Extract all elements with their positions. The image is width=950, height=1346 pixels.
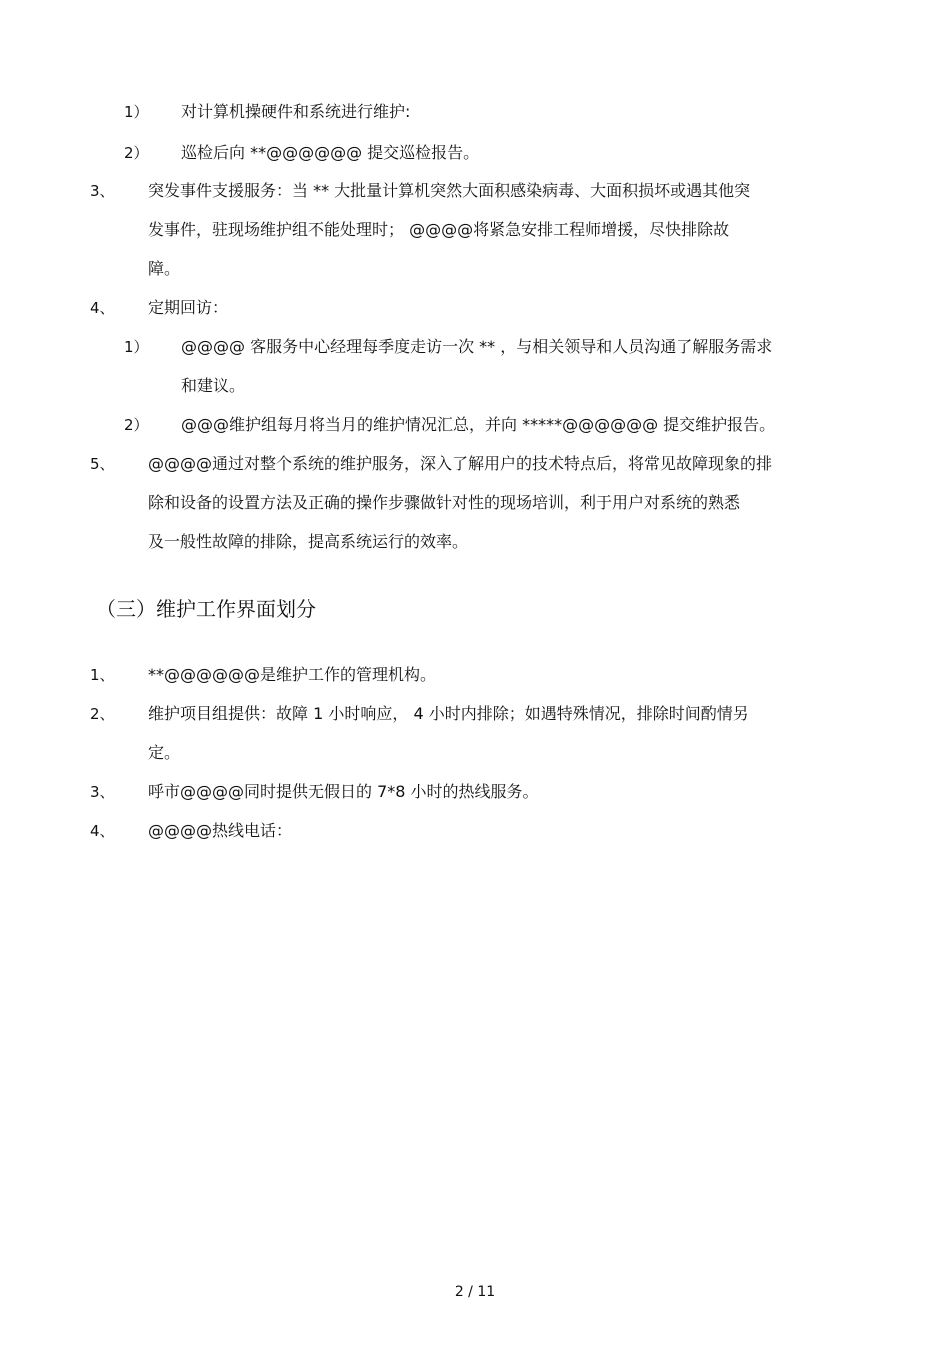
item-text: 障。 xyxy=(148,259,181,278)
item-text: @@@@热线电话： xyxy=(148,821,293,840)
item-text: 和建议。 xyxy=(181,376,246,395)
item-text: 对计算机操硬件和系统进行维护: xyxy=(181,102,411,121)
item-number: 1） xyxy=(124,103,149,121)
item-number: 1、 xyxy=(90,666,115,684)
item-text: 巡检后向 **@@@@@@ 提交巡检报告。 xyxy=(181,143,480,162)
item-text: 定。 xyxy=(148,743,181,762)
item-number: 5、 xyxy=(90,455,115,473)
item-number: 4、 xyxy=(90,299,115,317)
item-text: @@@@通过对整个系统的维护服务，深入了解用户的技术特点后，将常见故障现象的排 xyxy=(148,454,773,473)
item-text: 突发事件支援服务：当 ** 大批量计算机突然大面积感染病毒、大面积损坏或遇其他突 xyxy=(148,181,751,200)
item-number: 1） xyxy=(124,338,149,356)
section-heading: （三）维护工作界面划分 xyxy=(96,597,316,621)
item-number: 4、 xyxy=(90,822,115,840)
item-text: 定期回访： xyxy=(148,298,229,317)
item-number: 3、 xyxy=(90,783,115,801)
page-number: 2 / 11 xyxy=(454,1284,496,1300)
item-number: 2、 xyxy=(90,705,115,723)
item-text: 呼市@@@@同时提供无假日的 7*8 小时的热线服务。 xyxy=(148,782,539,801)
item-text: **@@@@@@是维护工作的管理机构。 xyxy=(148,665,437,684)
item-text: 维护项目组提供：故障 1 小时响应， 4 小时内排除；如遇特殊情况，排除时间酌情另 xyxy=(148,704,749,723)
item-text: @@@@ 客服务中心经理每季度走访一次 ** ，与相关领导和人员沟通了解服务需求 xyxy=(181,337,773,356)
item-number: 2） xyxy=(124,144,149,162)
item-text: 发事件，驻现场维护组不能处理时； @@@@将紧急安排工程师增援，尽快排除故 xyxy=(148,220,730,239)
item-number: 3、 xyxy=(90,182,115,200)
item-text: 除和设备的设置方法及正确的操作步骤做针对性的现场培训，利于用户对系统的熟悉 xyxy=(148,493,741,512)
item-text: 及一般性故障的排除，提高系统运行的效率。 xyxy=(148,532,469,551)
item-text: @@@维护组每月将当月的维护情况汇总，并向 *****@@@@@@ 提交维护报告。 xyxy=(181,415,776,434)
item-number: 2） xyxy=(124,416,149,434)
